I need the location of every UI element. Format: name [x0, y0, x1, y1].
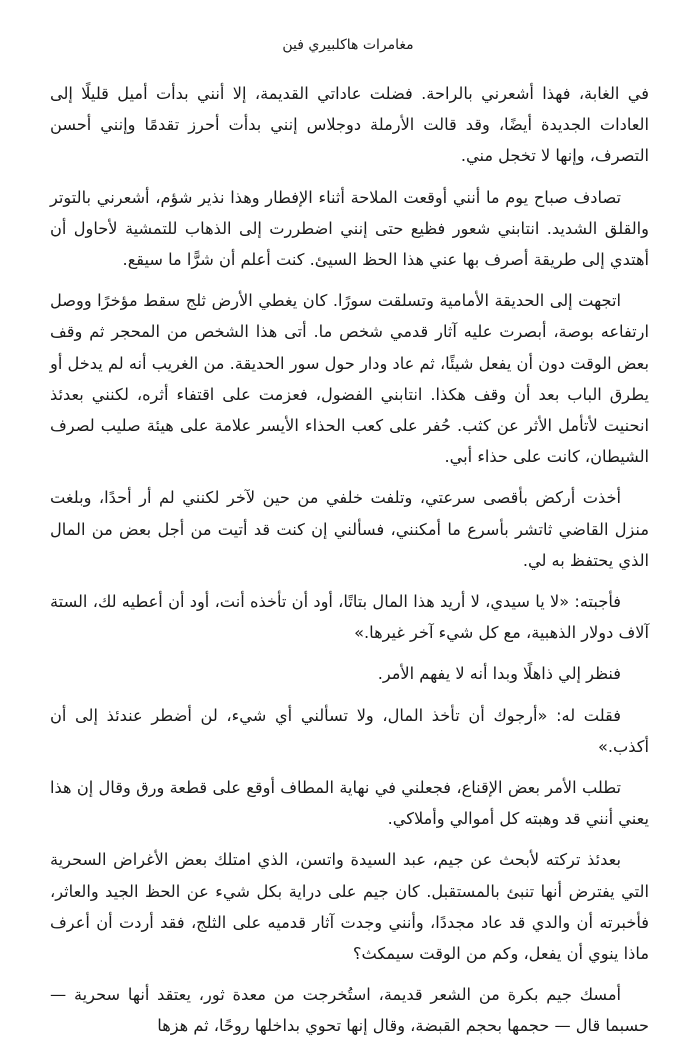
paragraph-3: اتجهت إلى الحديقة الأمامية وتسلقت سورًا. كان يغطي الأرض ثلج سقط مؤخرًا ووصل ارتفاعه بوصة، أبصرت عليه آثار قدمي شخص ما. أتى هذا الشخص من المحجر ثم وقف بعض الوقت دون أن يفعل شيئًا، ثم عاد ودار حول سور الحديقة. من الغريب أنه لم يدخل أو يطرق الباب بعد أن وقف هكذا. انتابني الفضول، فعزمت على اقتفاء أثره، لكنني بعدئذ انحنيت لأتأمل الأثر عن كثب. حُفر على كعب الحذاء الأيسر علامة على هيئة صليب لصرف الشيطان، كانت على حذاء أبي.	[50, 291, 649, 467]
paragraph-6: فنظر إلي ذاهلًا وبدا أنه لا يفهم الأمر.	[377, 664, 621, 684]
paragraph-7: فقلت له: «أرجوك أن تأخذ المال، ولا تسألني أي شيء، لن أضطر عندئذ إلى أن أكذب.»	[50, 705, 649, 756]
paragraph-8: تطلب الأمر بعض الإقناع، فجعلني في نهاية المطاف أوقع على قطعة ورق وقال إن هذا يعني أنني قد وهبته كل أموالي وأملاكي.	[50, 778, 649, 829]
running-header: مغامرات هاكلبيري فين	[282, 37, 414, 53]
paragraph-4: أخذت أركض بأقصى سرعتي، وتلفت خلفي من حين لآخر لكنني لم أر أحدًا، وبلغت منزل القاضي ثاتشر بأسرع ما أمكنني، فسألني إن كنت قد أتيت من أجل بعض من المال الذي يحتفظ به لي.	[50, 488, 649, 570]
paragraph-5: فأجبته: «لا يا سيدي، لا أريد هذا المال بتاتًا، أود أن تأخذه أنت، أود أن أعطيه لك، الستة آلاف دولار الذهبية، مع كل شيء آخر غيرها.»	[50, 592, 649, 643]
paragraph-10: أمسك جيم بكرة من الشعر قديمة، استُخرجت من معدة ثور، يعتقد أنها سحرية — حسبما قال — حجمها بحجم القبضة، وقال إنها تحوي بداخلها روحًا، ثم هزها	[50, 985, 649, 1036]
body-text	[50, 78, 649, 1052]
paragraph-2: تصادف صباح يوم ما أنني أوقعت الملاحة أثناء الإفطار وهذا نذير شؤم، أشعرني بالتوتر والقلق الشديد. انتابني شعور فظيع حتى إنني اضطررت إلى الذهاب للتمشية لأحاول أن أهتدي إلى طريقة أصرف بها عني هذا الحظ السيئ. كنت أعلم أن شرًّا ما سيقع.	[50, 187, 649, 270]
paragraph-9: بعدئذ تركته لأبحث عن جيم، عبد السيدة واتسن، الذي امتلك بعض الأغراض السحرية التي يفترض أنها تنبئ بالمستقبل. كان جيم على دراية بكل شيء عن الحظ الجيد والعاثر، فأخبرته أن والدي قد عاد مجددًا، وأنني وجدت آثار قدميه على الثلج، فقد أردت أن أعرف ماذا ينوي أن يفعل، وكم من الوقت سيمكث؟	[50, 850, 649, 964]
paragraph-1: في الغابة، فهذا أشعرني بالراحة. فضلت عاداتي القديمة، إلا أنني بدأت أميل قليلًا إلى العادات الجديدة أيضًا، وقد قالت الأرملة دوجلاس إنني بدأت أحرز تقدمًا وإنني أحسن التصرف، وإنها لا تخجل مني.	[50, 84, 649, 166]
